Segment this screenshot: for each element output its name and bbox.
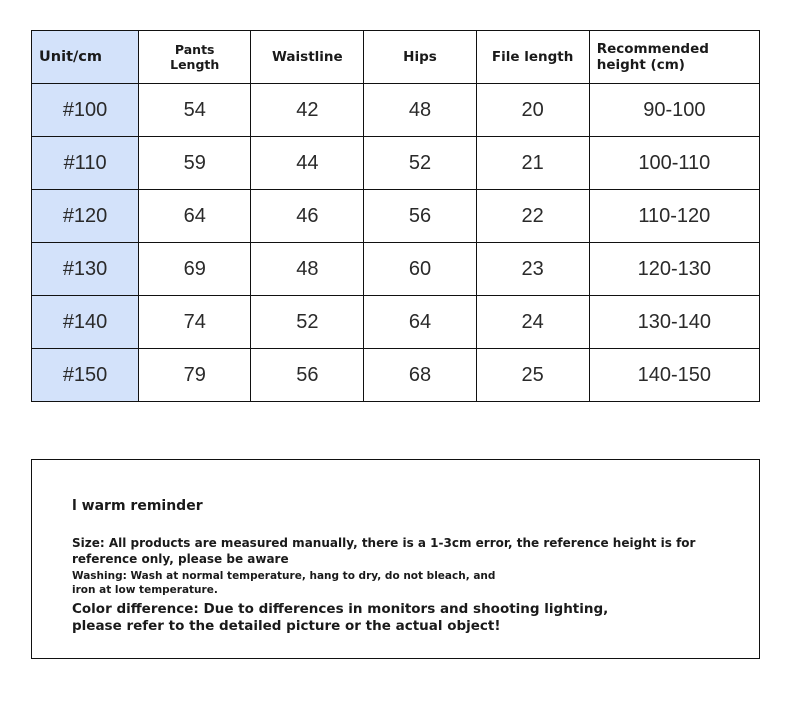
table-row [32, 296, 760, 349]
washing-note: Washing: Wash at normal temperature, hang to dry, do not bleach, and iron at low temperature. [72, 570, 496, 596]
pants-length-cell: 79 [139, 349, 251, 402]
hips-cell: 64 [364, 296, 476, 349]
hips-cell: 48 [364, 84, 476, 137]
table-header-row [32, 31, 760, 84]
hips-cell: 60 [364, 243, 476, 296]
size-code-cell: #120 [32, 190, 139, 243]
table-row [32, 137, 760, 190]
size-code-cell: #100 [32, 84, 139, 137]
table-row [32, 243, 760, 296]
waistline-cell: 52 [251, 296, 364, 349]
size-code-cell: #140 [32, 296, 139, 349]
file-length-cell: 23 [476, 243, 589, 296]
size-code-cell: #130 [32, 243, 139, 296]
header-hips: Hips [364, 31, 476, 84]
hips-cell: 56 [364, 190, 476, 243]
warm-reminder-box [31, 459, 760, 659]
waistline-cell: 44 [251, 137, 364, 190]
waistline-cell: 56 [251, 349, 364, 402]
file-length-cell: 20 [476, 84, 589, 137]
recommended-height-cell: 120-130 [589, 243, 759, 296]
file-length-cell: 25 [476, 349, 589, 402]
pants-length-cell: 64 [139, 190, 251, 243]
color-difference-note: Color difference: Due to differences in monitors and shooting lighting, please refer to the detailed picture or the actual object! [72, 601, 609, 634]
header-pants-length: Pants Length [139, 31, 251, 84]
recommended-height-cell: 130-140 [589, 296, 759, 349]
waistline-cell: 42 [251, 84, 364, 137]
recommended-height-cell: 100-110 [589, 137, 759, 190]
file-length-cell: 21 [476, 137, 589, 190]
table-row [32, 84, 760, 137]
recommended-height-cell: 110-120 [589, 190, 759, 243]
header-recommended-height: Recommended height (cm) [589, 31, 759, 84]
header-waistline: Waistline [251, 31, 364, 84]
table-row [32, 349, 760, 402]
pants-length-cell: 69 [139, 243, 251, 296]
recommended-height-cell: 140-150 [589, 349, 759, 402]
waistline-cell: 48 [251, 243, 364, 296]
size-note: Size: All products are measured manually, there is a 1-3cm error, the reference height is for reference only, please be aware [72, 536, 696, 566]
pants-length-cell: 59 [139, 137, 251, 190]
header-unit: Unit/cm [32, 31, 139, 84]
recommended-height-cell: 90-100 [589, 84, 759, 137]
file-length-cell: 24 [476, 296, 589, 349]
reminder-title: l warm reminder [72, 498, 203, 514]
size-chart-table [31, 30, 760, 402]
header-file-length: File length [476, 31, 589, 84]
pants-length-cell: 74 [139, 296, 251, 349]
size-code-cell: #110 [32, 137, 139, 190]
pants-length-cell: 54 [139, 84, 251, 137]
table-row [32, 190, 760, 243]
size-code-cell: #150 [32, 349, 139, 402]
waistline-cell: 46 [251, 190, 364, 243]
file-length-cell: 22 [476, 190, 589, 243]
hips-cell: 52 [364, 137, 476, 190]
hips-cell: 68 [364, 349, 476, 402]
